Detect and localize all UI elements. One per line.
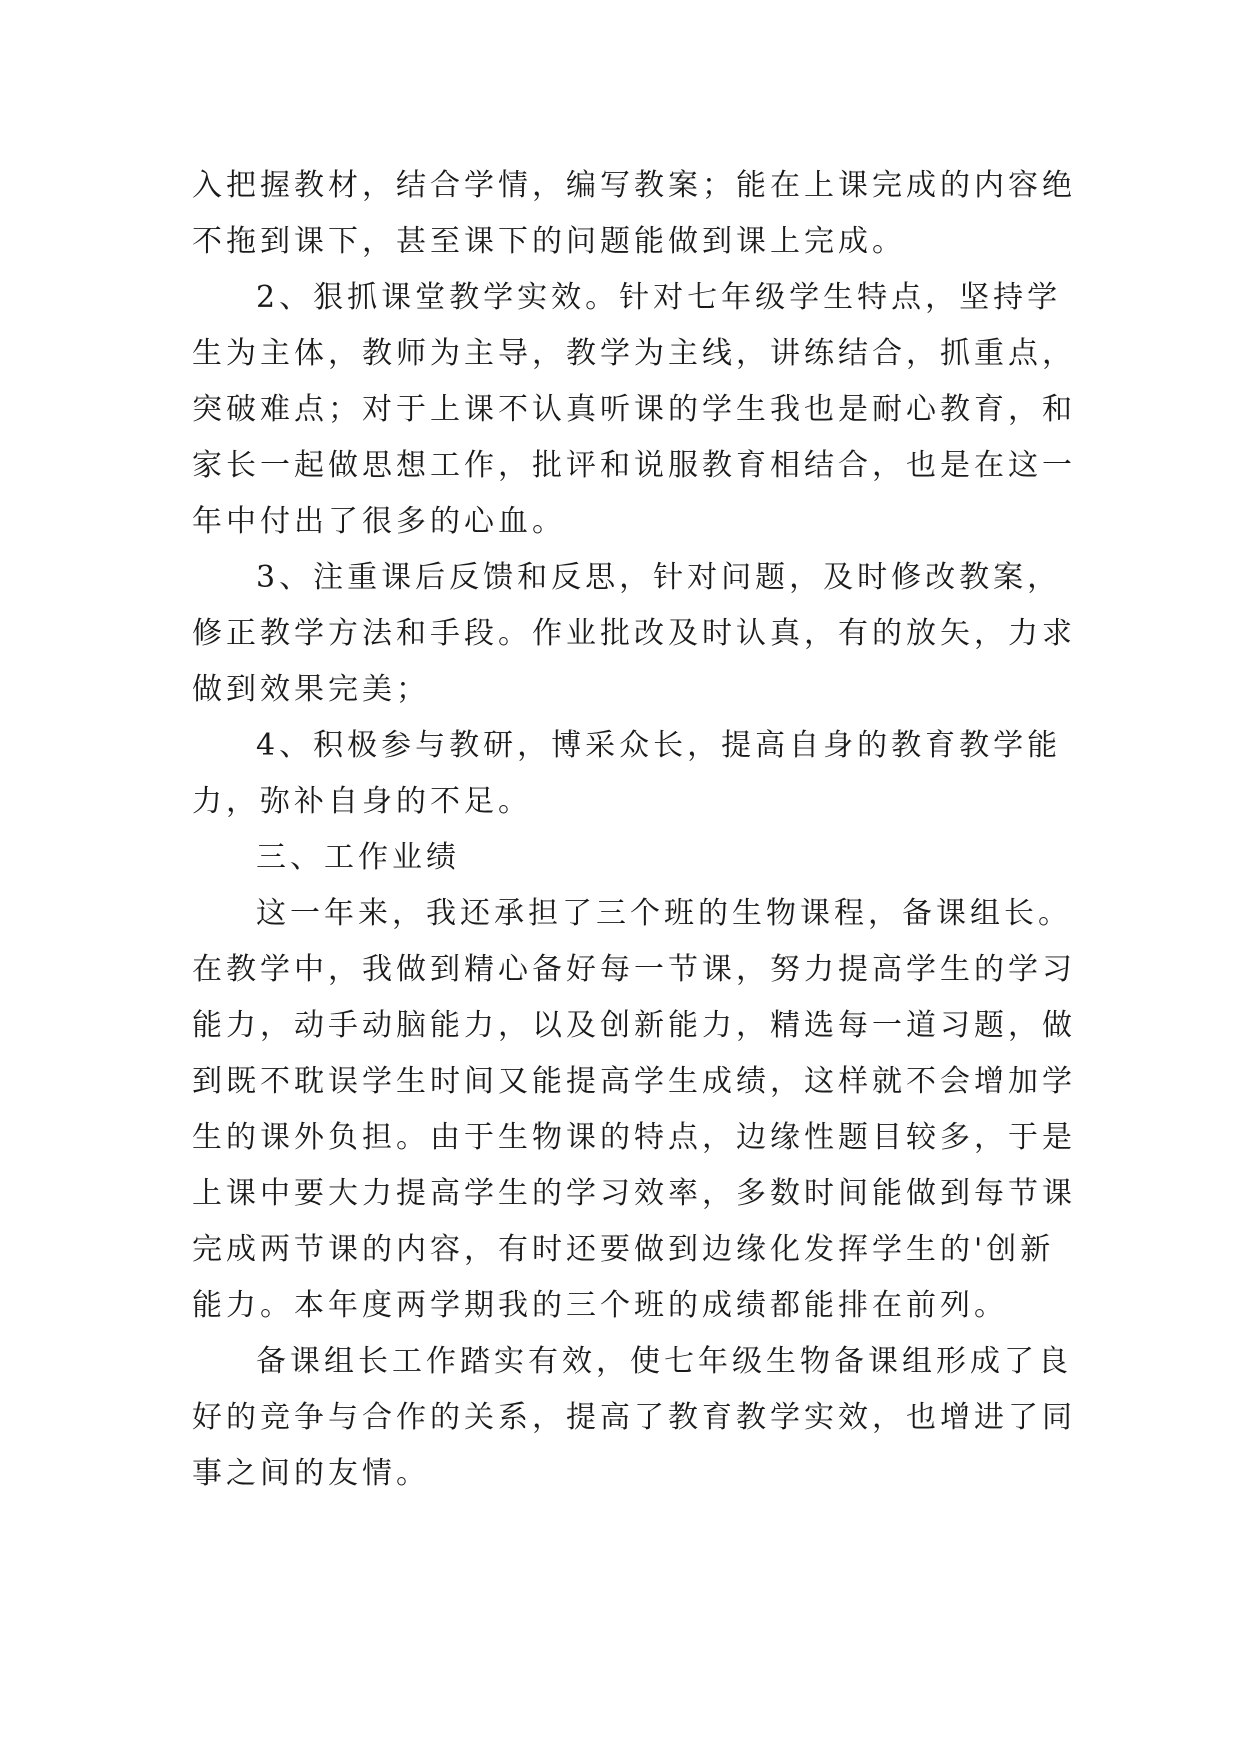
text-line: 事之间的友情。	[192, 1456, 430, 1491]
text-line: 4、积极参与教研，博采众长，提高自身的教育教学能	[256, 728, 1062, 763]
text-line: 能力。本年度两学期我的三个班的成绩都能排在前列。	[192, 1288, 1008, 1323]
text-line: 能力，动手动脑能力，以及创新能力，精选每一道习题，做	[192, 1008, 1076, 1043]
text-line: 完成两节课的内容，有时还要做到边缘化发挥学生的'创新	[192, 1232, 1055, 1267]
text-line: 生的课外负担。由于生物课的特点，边缘性题目较多，于是	[192, 1120, 1076, 1155]
text-line: 力，弥补自身的不足。	[192, 784, 532, 819]
text-line: 入把握教材，结合学情，编写教案；能在上课完成的内容绝	[192, 168, 1076, 203]
text-line: 2、狠抓课堂教学实效。针对七年级学生特点，坚持学	[256, 280, 1062, 315]
text-line: 不拖到课下，甚至课下的问题能做到课上完成。	[192, 224, 906, 259]
text-line: 三、工作业绩	[256, 840, 460, 875]
text-line: 备课组长工作踏实有效，使七年级生物备课组形成了良	[256, 1344, 1072, 1379]
text-line: 3、注重课后反馈和反思，针对问题，及时修改教案，	[256, 560, 1062, 595]
text-line: 年中付出了很多的心血。	[192, 504, 566, 539]
text-line: 好的竞争与合作的关系，提高了教育教学实效，也增进了同	[192, 1400, 1076, 1435]
document-body	[192, 158, 1076, 1502]
text-line: 这一年来，我还承担了三个班的生物课程，备课组长。	[256, 896, 1072, 931]
text-line: 到既不耽误学生时间又能提高学生成绩，这样就不会增加学	[192, 1064, 1076, 1099]
text-line: 生为主体，教师为主导，教学为主线，讲练结合，抓重点，	[192, 336, 1076, 371]
text-line: 修正教学方法和手段。作业批改及时认真，有的放矢，力求	[192, 616, 1076, 651]
text-line: 在教学中，我做到精心备好每一节课，努力提高学生的学习	[192, 952, 1076, 987]
text-line: 突破难点；对于上课不认真听课的学生我也是耐心教育，和	[192, 392, 1076, 427]
text-line: 上课中要大力提高学生的学习效率，多数时间能做到每节课	[192, 1176, 1076, 1211]
text-line: 做到效果完美；	[192, 672, 430, 707]
text-line: 家长一起做思想工作，批评和说服教育相结合，也是在这一	[192, 448, 1076, 483]
